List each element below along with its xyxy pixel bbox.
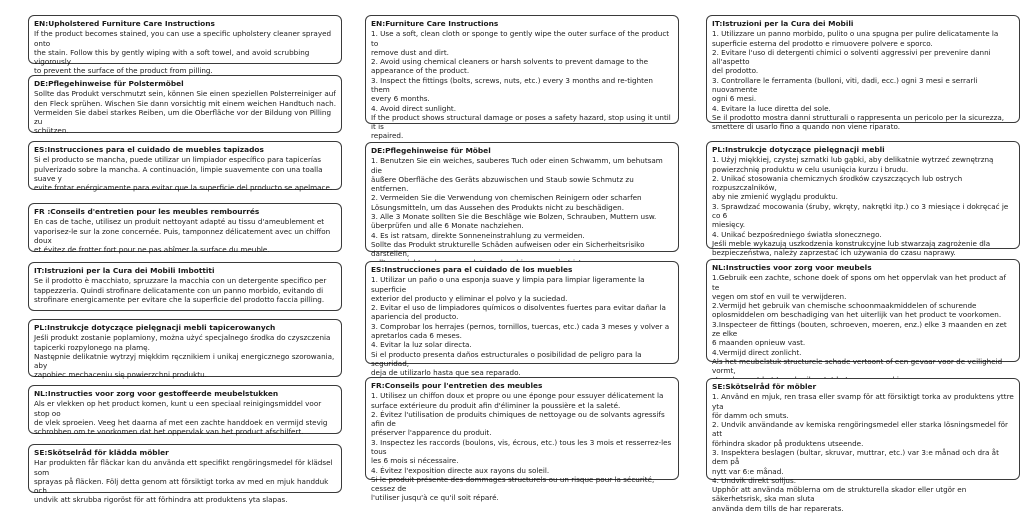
card-title: PL:Instrukcje dotyczące pielęgnacji mebli tapicerowanych: [34, 323, 276, 332]
card-title: DE:Pflegehinweise für Möbel: [371, 146, 491, 155]
card-title: IT:Istruzioni per la Cura dei Mobili: [712, 19, 854, 28]
care-card-de-furniture: [365, 142, 679, 259]
care-card-es-furniture: [365, 261, 679, 378]
care-card-se-furniture: [706, 378, 1020, 513]
card-title: SE:Skötselråd för möbler: [712, 382, 817, 391]
card-body: Se il prodotto è macchiato, spruzzare la macchia con un detergente specifico per tappezzeria. Quindi strofinare delicatamente con un panno morbido, evitando di strofinare energicamente per evitare che la superficie del prodotto faccia pilling.: [34, 276, 327, 304]
care-card-de-upholstered: [28, 75, 342, 136]
card-title: NL:Instructies voor zorg voor gestoffeerde meubelstukken: [34, 389, 279, 398]
care-card-en-upholstered: [28, 15, 342, 76]
card-title: EN:Furniture Care Instructions: [371, 19, 499, 28]
card-title: SE:Skötselråd för klädda möbler: [34, 448, 169, 457]
care-card-nl-furniture: [706, 259, 1020, 376]
care-card-pl-upholstered: [28, 319, 342, 380]
care-card-es-upholstered: [28, 141, 342, 193]
care-card-it-furniture: [706, 15, 1020, 132]
card-title: IT:Istruzioni per la Cura dei Mobili Imbottiti: [34, 266, 215, 275]
card-title: PL:Instrukcje dotyczące pielęgnacji mebli: [712, 145, 885, 154]
care-card-nl-upholstered: [28, 385, 342, 437]
card-title: FR :Conseils d'entretien pour les meubles rembourrés: [34, 207, 260, 216]
card-title: DE:Pflegehinweise für Polstermöbel: [34, 79, 184, 88]
card-body: En cas de tache, utilisez un produit nettoyant adapté au tissu d'ameublement et vaporisez-le sur la zone concernée. Puis, tamponnez délicatement avec un chiffon doux et évitez de frotter fort pour ne pas abîmer la surface du meuble.: [34, 217, 331, 255]
care-card-it-upholstered: [28, 262, 342, 311]
card-title: EN:Upholstered Furniture Care Instructions: [34, 19, 215, 28]
care-card-en-furniture: [365, 15, 679, 141]
card-body: Als er vlekken op het product komen, kunt u een speciaal reinigingsmiddel voor stop oo de vlek sproeien. Veeg het daarna af met een zachte handdoek en vermijd stevig schrobben om te voorkomen dat het oppervlak van het product afschilfert.: [34, 399, 328, 437]
card-body: 1.Gebruik een zachte, schone doek of spons om het oppervlak van het product af te vegen om stof en vuil te verwijderen. 2.Vermijd het gebruik van chemische schoonmaakmiddelen of schurende oplosmiddelen om beschadiging van het uiterlijk van het product te voorkomen. 3.Inspecteer de fittings (bouten, schroeven, moeren, enz.) elke 3 maanden en zet ze elke 6 maanden opnieuw vast. 4.Vermijd direct zonlicht. Als het meubelstuk structurele schade vertoont of een gevaar voor de veiligheid vormt,: [712, 273, 1007, 376]
card-title: ES:Instrucciones para el cuidado de muebles tapizados: [34, 145, 264, 154]
card-body: 1. Utilisez un chiffon doux et propre ou une éponge pour essuyer délicatement la surface extérieure du produit afin d'éliminer la poussière et la saleté. 2. Évitez l'utilisation de produits chimiques de nettoyage ou de solvants agressifs afin de préserver l'apparence du produit. 3. Inspectez les raccords (boulons, vis, écrous, etc.) tous les 3 mois et resserrez-les tous les 6 mois si nécessaire. 4. Évitez l'exposition directe aux rayons du soleil. Si le produit présente des dommages structurels ou un risque pour la sécurité, cessez de l'utiliser jusqu'à ce qu'il soit réparé.: [371, 391, 672, 503]
card-body: 1. Använd en mjuk, ren trasa eller svamp för att försiktigt torka av produktens yttre yta för damm och smuts. 2. Undvik användande av kemiska rengöringsmedel eller starka lösningsmedel för att förhindra skador på produktens utseende. 3. Inspektera beslagen (bultar, skruvar, muttrar, etc.) var 3:e månad och dra åt dem på nytt var 6:e månad. 4. Undvik direkt solljus. Upphör att använda möblerna om de strukturella skador eller utgör en säkerhetsrisk, ska man sluta använda dem tills de har reparerats.: [712, 392, 1014, 513]
care-card-pl-furniture: [706, 141, 1020, 258]
care-card-fr-upholstered: [28, 203, 342, 255]
card-body: Jeśli produkt zostanie poplamiony, można użyć specjalnego środka do czyszczenia tapicerki rozpylonego na plamę. Następnie delikatnie wytrzyj miękkim ręcznikiem i unikaj energicznego szorowania, aby zapobiec mechaceniu się powierzchni produktu.: [34, 333, 335, 380]
card-body: 1. Benutzen Sie ein weiches, sauberes Tuch oder einen Schwamm, um behutsam die äußere Oberfläche des Geräts abzuwischen und Staub sowie Schmutz zu entfernen. 2. Vermeiden Sie die Verwendung von chemischen Reinigern oder scharfen Lösungsmitteln, um das Aussehen des Produkts nicht zu beschädigen. 3. Alle 3 Monate sollten Sie die Beschläge wie Bolzen, Schrauben, Muttern usw. überprüfen und alle 6 Monate nachziehen. 4. Es ist ratsam, direkte Sonneneinstrahlung zu vermeiden. Sollte das Produkt strukturelle Schäden aufweisen oder ein Sicherheitsrisiko darstellen,: [371, 156, 663, 259]
card-body: Si el producto se mancha, puede utilizar un limpiador específico para tapicerías pulverizado sobre la mancha. A continuación, limpie suavemente con una toalla suave y evite frotar enérgicamente para evitar que la superficie del producto se apelmace.: [34, 155, 333, 193]
care-card-se-upholstered: [28, 444, 342, 505]
card-body: Sollte das Produkt verschmutzt sein, können Sie einen speziellen Polsterreiniger auf den Fleck sprühen. Wischen Sie dann vorsichtig mit einem weichen Handtuch nach. Vermeiden Sie dabei starkes Reiben, um die Oberfläche vor der Bildung von Pilling zu schützen.: [34, 89, 336, 136]
care-card-fr-furniture: [365, 377, 679, 503]
card-title: FR:Conseils pour l'entretien des meubles: [371, 381, 543, 390]
card-body: 1. Utilizzare un panno morbido, pulito o una spugna per pulire delicatamente la superficie esterna del prodotto e rimuovere polvere e sporco. 2. Evitare l'uso di detergenti chimici o solventi aggressivi per prevenire danni all'aspetto del prodotto. 3. Controllare le ferramenta (bulloni, viti, dadi, ecc.) ogni 3 mesi e serrarli nuovamente ogni 6 mesi. 4. Evitare la luce diretta del sole. Se il prodotto mostra danni strutturali o rappresenta un pericolo per la sicurezza, smettere di usarlo fino a quando non viene riparato.: [712, 29, 1005, 132]
card-body: Har produkten får fläckar kan du använda ett specifikt rengöringsmedel för klädsel som sprayas på fläcken. Följ detta genom att försiktigt torka av med en mjuk handduk och undvik att skrubba rigoröst för att förhindra att produktens yta slapas.: [34, 458, 333, 505]
card-body: 1. Use a soft, clean cloth or sponge to gently wipe the outer surface of the product to remove dust and dirt. 2. Avoid using chemical cleaners or harsh solvents to prevent damage to the appearance of the product. 3. Inspect the fittings (bolts, screws, nuts, etc.) every 3 months and re-tighten them every 6 months. 4. Avoid direct sunlight. If the product shows structural damage or poses a safety hazard, stop using it until it is repaired.: [371, 29, 671, 141]
card-title: NL:Instructies voor zorg voor meubels: [712, 263, 872, 272]
card-title: ES:Instrucciones para el cuidado de los muebles: [371, 265, 573, 274]
card-body: 1. Utilizar un paño o una esponja suave y limpia para limpiar ligeramente la superficie exterior del producto y eliminar el polvo y la suciedad. 2. Evitar el uso de limpiadores químicos o disolventes fuertes para evitar dañar la apariencia del producto. 3. Comprobar los herrajes (pernos, tornillos, tuercas, etc.) cada 3 meses y volver a apretarlos cada 6 meses. 4. Evitar la luz solar directa. Si el producto presenta daños estructurales o posibilidad de peligro para la seguridad, deja de utilizarlo hasta que sea reparado.: [371, 275, 670, 378]
card-body: If the product becomes stained, you can use a specific upholstery cleaner sprayed onto the stain. Follow this by gently wiping with a soft towel, and avoid scrubbing vigorously to prevent the surface of the product from pilling.: [34, 29, 332, 76]
card-body: 1. Użyj miękkiej, czystej szmatki lub gąbki, aby delikatnie wytrzeć zewnętrzną powierzchnię produktu w celu usunięcia kurzu i brudu. 2. Unikać stosowania chemicznych środków czyszczących lub ostrych rozpuszczalników, aby nie zmienić wyglądu produktu. 3. Sprawdzać mocowania (śruby, wkręty, nakrętki itp.) co 3 miesiące i dokręcać je co 6 miesięcy. 4. Unikać bezpośredniego światła słonecznego. Jeśli meble wykazują uszkodzenia konstrukcyjne lub stwarzają zagrożenie dla bezpieczeństwa, należy zaprzestać ich używania do czasu naprawy.: [712, 155, 1009, 258]
